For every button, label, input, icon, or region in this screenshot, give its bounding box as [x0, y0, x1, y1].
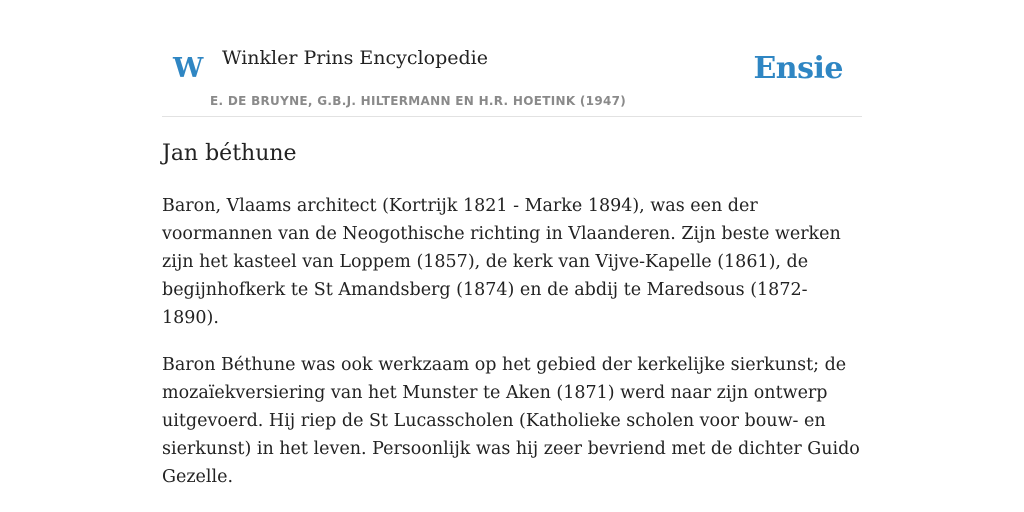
source-title[interactable]: Winkler Prins Encyclopedie [222, 47, 488, 69]
entry-title: Jan béthune [162, 141, 297, 166]
ensie-logo-link[interactable]: Ensie [753, 51, 843, 86]
entry-paragraph: Baron, Vlaams architect (Kortrijk 1821 - Marke 1894), was een der voormannen van de Neogothische richting in Vlaanderen. Zijn beste werken zijn het kasteel van Loppem (1857), de kerk van Vijve-Kapelle (1861), de begijnhofkerk te St Amandsberg (1874) en de abdij te Maredsous (1872-1890). [162, 196, 841, 328]
source-authors: E. DE BRUYNE, G.B.J. HILTERMANN EN H.R. HOETINK (1947) [210, 94, 627, 108]
entry-paragraph: Baron Béthune was ook werkzaam op het gebied der kerkelijke sierkunst; de mozaïekversiering van het Munster te Aken (1871) werd naar zijn ontwerp uitgevoerd. Hij riep de St Lucasscholen (Katholieke scholen voor bouw- en sierkunst) in het leven. Persoonlijk was hij zeer bevriend met de dichter Guido Gezelle. [162, 355, 860, 487]
source-header [162, 0, 862, 117]
entry-body [162, 192, 864, 510]
winkler-prins-logo[interactable]: W [173, 53, 204, 84]
